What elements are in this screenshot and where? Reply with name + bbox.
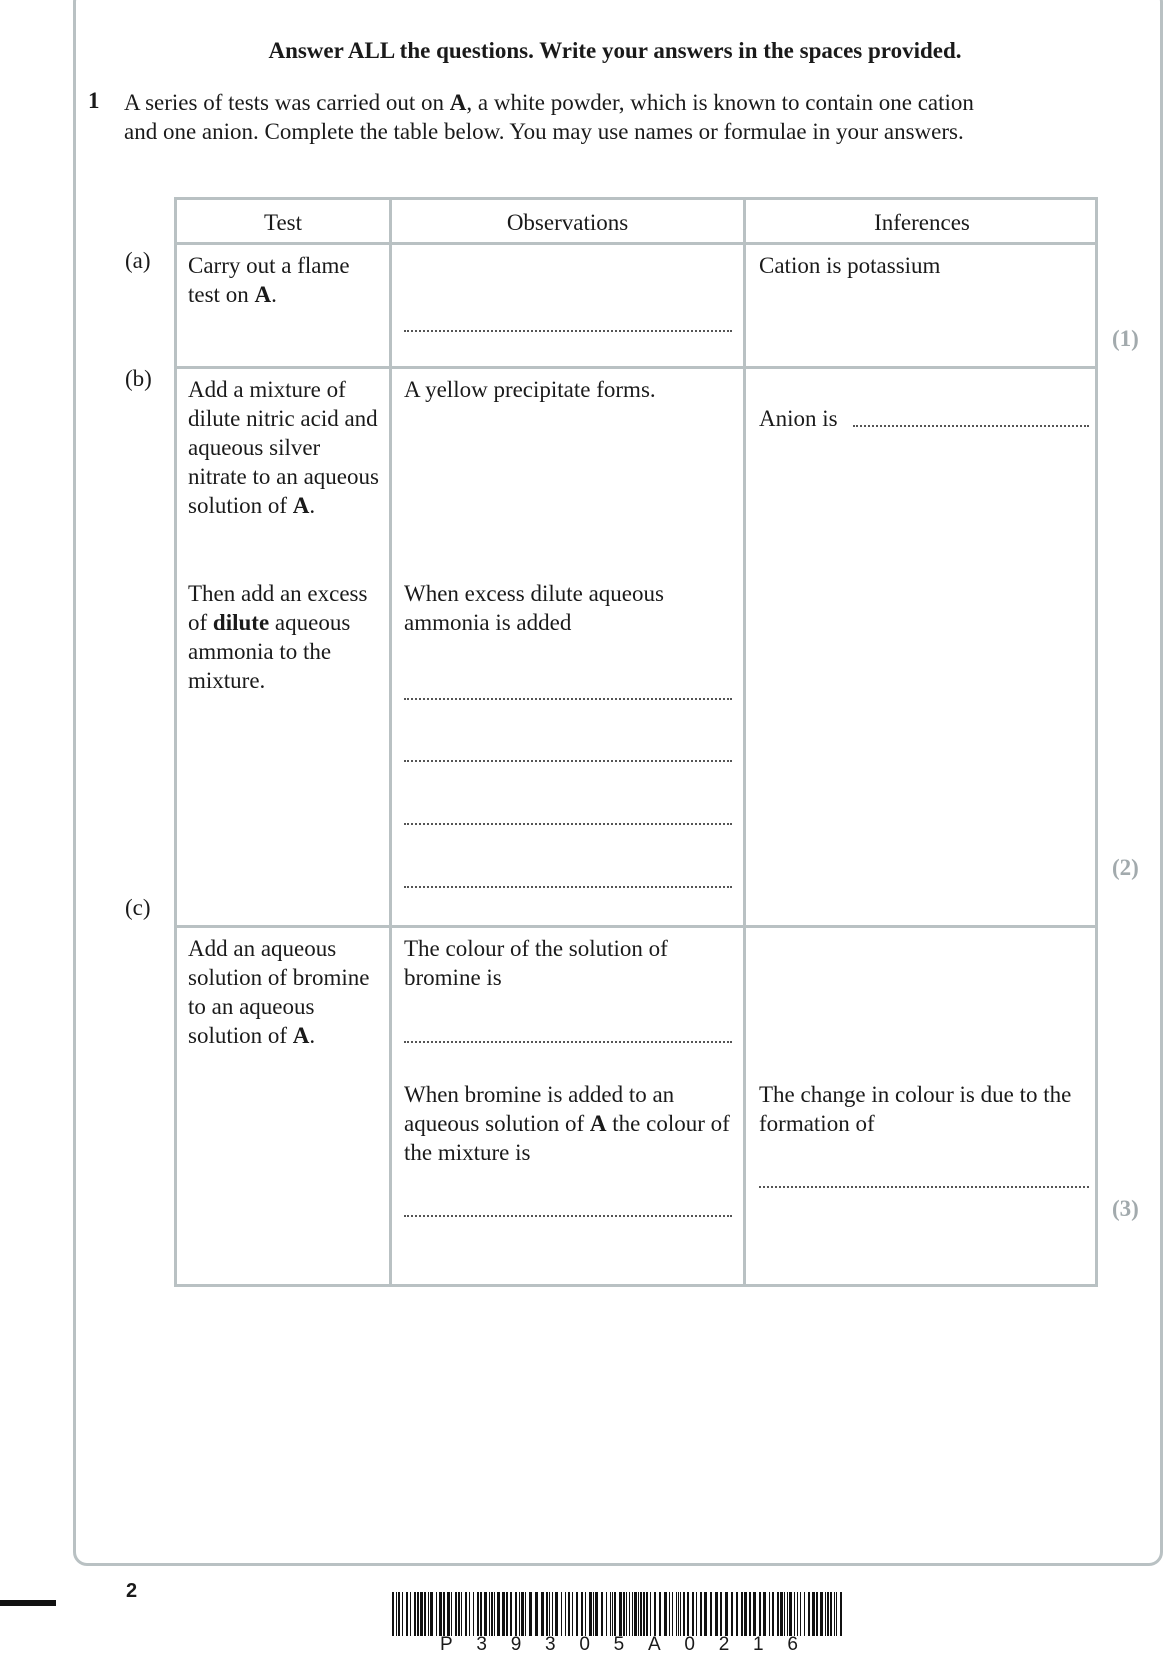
barcode-bar (777, 1592, 779, 1636)
marks-c: (3) (1112, 1196, 1139, 1221)
intro-part: A series of tests was carried out on (124, 90, 450, 115)
table-divider (743, 200, 746, 1284)
barcode-char: 3 (476, 1634, 487, 1655)
barcode (392, 1592, 846, 1636)
barcode-bar (749, 1592, 751, 1636)
test-text: . (309, 493, 316, 518)
test-text: Then add an excess of (188, 581, 368, 635)
barcode-bar (469, 1592, 470, 1636)
instruction-heading: Answer ALL the questions. Write your answers in the spaces provided. (268, 38, 962, 63)
barcode-bar (794, 1592, 795, 1636)
observation-text-bold: A (589, 1111, 607, 1136)
barcode-bar (840, 1592, 842, 1636)
inference-b: Anion is (759, 406, 838, 431)
barcode-bar (546, 1592, 548, 1636)
test-text-bold: A (292, 1023, 310, 1048)
observation-b-2: When excess dilute aqueous ammonia is added (404, 581, 664, 635)
barcode-bar (561, 1592, 562, 1636)
barcode-bar (632, 1592, 633, 1636)
barcode-char: 5 (613, 1634, 625, 1655)
test-text-bold: A (292, 493, 310, 518)
barcode-bar (410, 1592, 411, 1636)
barcode-bar (572, 1592, 573, 1636)
barcode-bar (640, 1592, 642, 1636)
barcode-char: 0 (579, 1634, 590, 1655)
header-inferences: Inferences (874, 210, 970, 235)
barcode-bar (436, 1592, 437, 1636)
barcode-bar (731, 1592, 733, 1636)
barcode-bar (614, 1592, 616, 1636)
barcode-bar (568, 1592, 570, 1636)
barcode-bar (535, 1592, 538, 1636)
barcode-bar (458, 1592, 460, 1636)
barcode-bar (816, 1592, 818, 1636)
barcode-bar (420, 1592, 423, 1636)
test-text: . (271, 282, 277, 307)
barcode-bar (629, 1592, 630, 1636)
barcode-bar (800, 1592, 801, 1636)
barcode-bar (741, 1592, 743, 1636)
test-text: Carry out a flame test on (188, 253, 350, 307)
barcode-char: 2 (718, 1634, 730, 1655)
barcode-bar (406, 1592, 408, 1636)
barcode-bar (720, 1592, 722, 1636)
barcode-bar (555, 1592, 558, 1636)
barcode-bar (428, 1592, 429, 1636)
barcode-bar (549, 1592, 550, 1636)
barcode-bar (396, 1592, 397, 1636)
barcode-char: 6 (787, 1634, 798, 1655)
barcode-bar (589, 1592, 592, 1636)
inference-a: Cation is potassium (759, 253, 941, 278)
barcode-bar (659, 1592, 661, 1636)
answer-line-c-inference[interactable] (759, 1186, 1089, 1188)
barcode-bar (581, 1592, 583, 1636)
barcode-bar (451, 1592, 452, 1636)
barcode-bar (473, 1592, 474, 1636)
barcode-bar (455, 1592, 457, 1636)
barcode-bar (787, 1592, 788, 1636)
barcode-bar (834, 1592, 835, 1636)
observation-c-1: The colour of the solution of bromine is (404, 936, 668, 990)
barcode-bar (643, 1592, 645, 1636)
barcode-bar (680, 1592, 681, 1636)
answer-line-b-observation[interactable] (404, 760, 732, 762)
barcode-bar (626, 1592, 627, 1636)
barcode-bar (612, 1592, 613, 1636)
answer-line-b-observation[interactable] (404, 698, 732, 700)
intro-part: , a white powder, which is known to contain one cation and one anion. Complete the table below. You may use names or formulae in your answers. (124, 90, 974, 144)
barcode-char: 1 (753, 1634, 764, 1655)
test-text-bold: A (254, 282, 272, 307)
barcode-bar (502, 1592, 505, 1636)
barcode-bar (595, 1592, 598, 1636)
barcode-bar (430, 1592, 433, 1636)
barcode-bar (683, 1592, 685, 1636)
barcode-bar (820, 1592, 823, 1636)
barcode-bar (710, 1592, 712, 1636)
barcode-bar (477, 1592, 479, 1636)
barcode-bar (480, 1592, 482, 1636)
barcode-bar (804, 1592, 805, 1636)
barcode-bar (424, 1592, 426, 1636)
page-number: 2 (126, 1580, 138, 1602)
barcode-bar (692, 1592, 694, 1636)
barcode-bar (497, 1592, 500, 1636)
table-divider (389, 200, 392, 1284)
answer-line-b-observation[interactable] (404, 886, 732, 888)
barcode-char: 9 (510, 1634, 522, 1655)
barcode-bar (780, 1592, 783, 1636)
barcode-char: 0 (684, 1634, 695, 1655)
barcode-bar (827, 1592, 829, 1636)
barcode-bar (678, 1592, 679, 1636)
barcode-bar (654, 1592, 656, 1636)
test-c (188, 934, 383, 1050)
observation-c-2 (404, 1080, 734, 1167)
barcode-bar (836, 1592, 837, 1636)
barcode-bar (601, 1592, 603, 1636)
barcode-bar (797, 1592, 798, 1636)
barcode-bar (623, 1592, 625, 1636)
test-a (188, 251, 383, 309)
barcode-text (392, 1634, 846, 1656)
barcode-bar (447, 1592, 450, 1636)
barcode-bar (610, 1592, 611, 1636)
barcode-bar (769, 1592, 770, 1636)
barcode-bar (830, 1592, 832, 1636)
barcode-bar (744, 1592, 747, 1636)
barcode-bar (672, 1592, 673, 1636)
barcode-bar (715, 1592, 718, 1636)
barcode-bar (634, 1592, 637, 1636)
barcode-bar (402, 1592, 403, 1636)
barcode-bar (704, 1592, 707, 1636)
barcode-bar (525, 1592, 526, 1636)
answer-line-c-observation[interactable] (404, 1041, 732, 1043)
answer-line-b-inference[interactable] (853, 425, 1089, 427)
barcode-bar (494, 1592, 495, 1636)
barcode-bar (510, 1592, 512, 1636)
table-divider (177, 366, 1095, 369)
barcode-bar (753, 1592, 756, 1636)
barcode-bar (565, 1592, 566, 1636)
barcode-bar (736, 1592, 738, 1636)
barcode-bar (825, 1592, 826, 1636)
barcode-bar (789, 1592, 792, 1636)
test-b-step-2 (188, 579, 383, 695)
answer-line-a-observation[interactable] (404, 330, 732, 332)
barcode-bar (772, 1592, 774, 1636)
barcode-bar (552, 1592, 553, 1636)
part-label-c: (c) (125, 895, 151, 920)
header-test: Test (264, 210, 302, 235)
question-number: 1 (88, 88, 100, 113)
barcode-char: P (440, 1634, 453, 1655)
marks-a: (1) (1112, 326, 1139, 351)
barcode-bar (443, 1592, 445, 1636)
page-edge-mark (0, 1600, 56, 1606)
barcode-bar (812, 1592, 815, 1636)
marks-b: (2) (1112, 855, 1139, 880)
part-label-a: (a) (125, 248, 151, 273)
barcode-bar (606, 1592, 607, 1636)
table-divider (177, 925, 1095, 928)
barcode-char: 3 (545, 1634, 556, 1655)
barcode-bar (414, 1592, 416, 1636)
barcode-bar (593, 1592, 594, 1636)
barcode-bar (484, 1592, 487, 1636)
barcode-bar (646, 1592, 648, 1636)
part-label-b: (b) (125, 366, 152, 391)
barcode-bar (576, 1592, 578, 1636)
barcode-bar (808, 1592, 810, 1636)
answer-line-b-observation[interactable] (404, 823, 732, 825)
test-text: Add an aqueous solution of bromine to an aqueous solution of (188, 936, 370, 1048)
barcode-bar (696, 1592, 697, 1636)
intro-part-bold: A (449, 90, 467, 115)
observation-text: the colour of the mixture is (404, 1111, 730, 1165)
barcode-char: A (647, 1634, 661, 1655)
barcode-bar (763, 1592, 766, 1636)
barcode-bar (687, 1592, 689, 1636)
table-divider (177, 242, 1095, 245)
barcode-bar (759, 1592, 761, 1636)
observation-b-1: A yellow precipitate forms. (404, 377, 656, 402)
barcode-bar (725, 1592, 728, 1636)
barcode-bar (676, 1592, 677, 1636)
header-observations: Observations (506, 210, 629, 235)
observation-text: When bromine is added to an aqueous solution of (404, 1082, 675, 1136)
barcode-bar (489, 1592, 490, 1636)
test-text: . (309, 1023, 316, 1048)
barcode-bar (398, 1592, 400, 1636)
test-text: aqueous ammonia to the mixture. (188, 610, 351, 693)
barcode-bar (638, 1592, 639, 1636)
results-table (174, 197, 1098, 1287)
barcode-bar (650, 1592, 651, 1636)
barcode-bar (439, 1592, 442, 1636)
test-text: Add a mixture of dilute nitric acid and aqueous silver nitrate to an aqueous solution of (188, 377, 379, 518)
barcode-bar (519, 1592, 520, 1636)
answer-line-c-observation[interactable] (404, 1215, 732, 1217)
barcode-bar (417, 1592, 419, 1636)
barcode-bar (784, 1592, 785, 1636)
barcode-bar (585, 1592, 586, 1636)
barcode-bar (491, 1592, 493, 1636)
question-intro (124, 88, 1004, 146)
barcode-bar (465, 1592, 467, 1636)
barcode-bar (529, 1592, 532, 1636)
barcode-bar (506, 1592, 508, 1636)
test-b-step-1 (188, 375, 383, 520)
barcode-bar (515, 1592, 517, 1636)
barcode-bar (669, 1592, 670, 1636)
inference-c: The change in colour is due to the formation of (759, 1082, 1072, 1136)
barcode-bar (461, 1592, 462, 1636)
barcode-bar (521, 1592, 524, 1636)
barcode-bar (392, 1592, 394, 1636)
barcode-bar (541, 1592, 544, 1636)
barcode-bar (619, 1592, 622, 1636)
test-text-bold: dilute (212, 610, 270, 635)
barcode-bar (700, 1592, 702, 1636)
barcode-bar (664, 1592, 667, 1636)
